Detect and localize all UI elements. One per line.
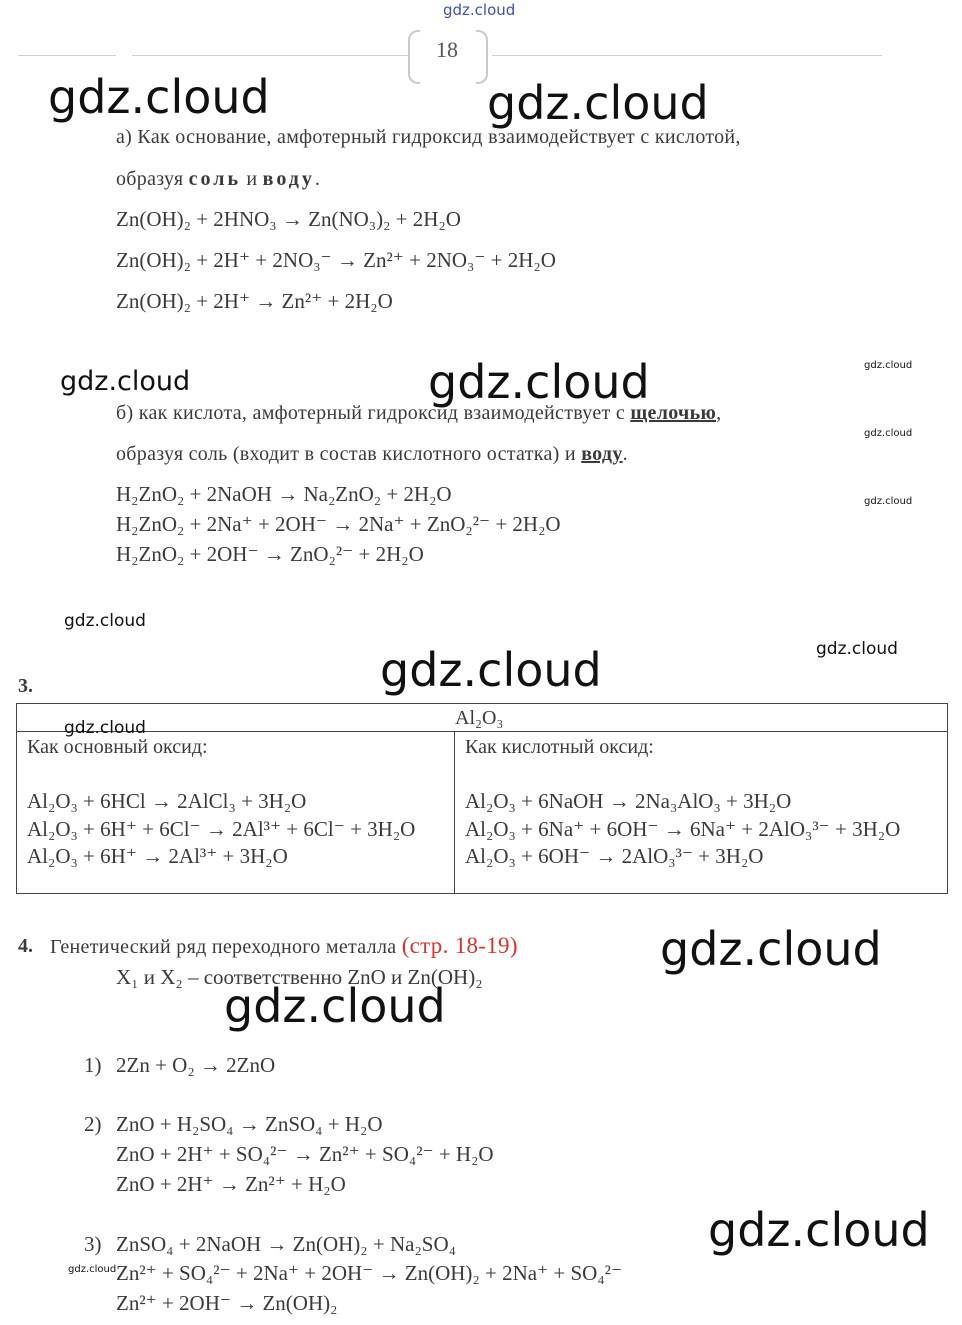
step-label: 2) <box>84 1112 102 1136</box>
section-b-line2-end: . <box>622 443 628 465</box>
table-equation: Al₂O₃ + 6NaOH → 2Na₃AlO₃ + 3H₂O <box>465 789 792 813</box>
table-equation: Al₂O₃ + 6H⁺ + 6Cl⁻ → 2Al³⁺ + 6Cl⁻ + 3H₂O <box>27 817 416 841</box>
equation: ZnO + 2H⁺ → Zn²⁺ + H₂O <box>116 1172 346 1196</box>
watermark: gdz.cloud <box>487 76 709 130</box>
equation: ZnO + H₂SO₄ → ZnSO₄ + H₂O <box>116 1112 383 1136</box>
section-b-line1-prefix: б) как кислота, амфотерный гидроксид взаимодействует с <box>116 402 631 424</box>
table-header: Al₂O₃ <box>455 707 504 729</box>
watermark: gdz.cloud <box>64 718 146 738</box>
table-equation: Al₂O₃ + 6H⁺ → 2Al³⁺ + 3H₂O <box>27 844 288 868</box>
section-a-line2-end: . <box>314 168 321 190</box>
table-equation: Al₂O₃ + 6HCl → 2AlCl₃ + 3H₂O <box>27 789 307 813</box>
word-water: воду <box>262 168 315 190</box>
section-a-line2-prefix: образуя <box>116 168 189 190</box>
page-number: 18 <box>436 37 458 62</box>
watermark: gdz.cloud <box>864 360 913 371</box>
watermark: gdz.cloud <box>864 496 913 507</box>
watermark: gdz.cloud <box>816 639 898 659</box>
equation: H₂ZnO₂ + 2OH⁻ → ZnO₂²⁻ + 2H₂O <box>116 542 424 566</box>
equation: ZnSO₄ + 2NaOH → Zn(OH)₂ + Na₂SO₄ <box>116 1232 456 1256</box>
step-label: 1) <box>84 1053 102 1077</box>
equation: Zn²⁺ + 2OH⁻ → Zn(OH)₂ <box>116 1291 338 1315</box>
watermark: gdz.cloud <box>48 70 270 124</box>
section-b-line2 <box>116 443 628 466</box>
watermark: gdz.cloud <box>64 611 146 631</box>
top-watermark: gdz.cloud <box>443 1 516 19</box>
watermark: gdz.cloud <box>380 643 602 697</box>
word-and: и <box>241 168 263 190</box>
word-water: воду <box>581 443 623 465</box>
watermark: gdz.cloud <box>428 355 650 409</box>
al2o3-table <box>16 703 948 894</box>
section-b-line1-end: , <box>716 402 722 424</box>
section-b-line1 <box>116 402 721 425</box>
word-salt: соль <box>188 168 242 190</box>
equation: ZnO + 2H⁺ + SO₄²⁻ → Zn²⁺ + SO₄²⁻ + H₂O <box>116 1142 494 1166</box>
right-column-title: Как кислотный оксид: <box>465 736 654 758</box>
watermark: gdz.cloud <box>68 1264 117 1275</box>
left-column-title: Как основный оксид: <box>27 736 208 758</box>
equation: 2Zn + O₂ → 2ZnO <box>116 1053 276 1077</box>
table-equation: Al₂O₃ + 6Na⁺ + 6OH⁻ → 6Na⁺ + 2AlO₃³⁻ + 3H₂O <box>465 817 901 841</box>
header-rule-right <box>492 55 882 56</box>
word-alkali: щелочью <box>630 402 717 424</box>
section-3-number: 3. <box>18 675 33 697</box>
section-4-title <box>50 933 518 959</box>
section-4-number: 4. <box>18 935 33 957</box>
watermark: gdz.cloud <box>864 428 913 439</box>
equation: Zn(OH)₂ + 2H⁺ → Zn²⁺ + 2H₂O <box>116 289 393 313</box>
section-a-line1: а) Как основание, амфотерный гидроксид взаимодействует с кислотой, <box>116 126 741 148</box>
page-number-bracket-left <box>408 30 420 84</box>
equation: Zn(OH)₂ + 2H⁺ + 2NO₃⁻ → Zn²⁺ + 2NO₃⁻ + 2H₂O <box>116 248 556 272</box>
step-label: 3) <box>84 1232 102 1256</box>
section-a-line2 <box>116 168 320 191</box>
equation: Zn(OH)₂ + 2HNO₃ → Zn(NO₃)₂ + 2H₂O <box>116 207 461 231</box>
equation: H₂ZnO₂ + 2Na⁺ + 2OH⁻ → 2Na⁺ + ZnO₂²⁻ + 2H₂O <box>116 512 561 536</box>
section-4-subtitle: X₁ и X₂ – соответственно ZnO и Zn(OH)₂ <box>116 965 483 989</box>
watermark: gdz.cloud <box>60 366 191 397</box>
watermark: gdz.cloud <box>660 922 882 976</box>
header-rule-left <box>132 55 408 56</box>
table-divider <box>454 731 455 893</box>
watermark: gdz.cloud <box>708 1203 930 1257</box>
section-b-line2-prefix: образуя соль (входит в состав кислотного остатка) и <box>116 443 582 465</box>
equation: Zn²⁺ + SO₄²⁻ + 2Na⁺ + 2OH⁻ → Zn(OH)₂ + 2Na⁺ + SO₄²⁻ <box>116 1261 623 1285</box>
table-header-row <box>17 704 947 732</box>
equation: H₂ZnO₂ + 2NaOH → Na₂ZnO₂ + 2H₂O <box>116 482 452 506</box>
pages-reference: (стр. 18-19) <box>401 933 518 958</box>
table-equation: Al₂O₃ + 6OH⁻ → 2AlO₃³⁻ + 3H₂O <box>465 844 764 868</box>
header-rule-left-short <box>18 55 116 56</box>
section-4-title-text: Генетический ряд переходного металла <box>50 936 402 958</box>
watermark: gdz.cloud <box>224 979 446 1033</box>
